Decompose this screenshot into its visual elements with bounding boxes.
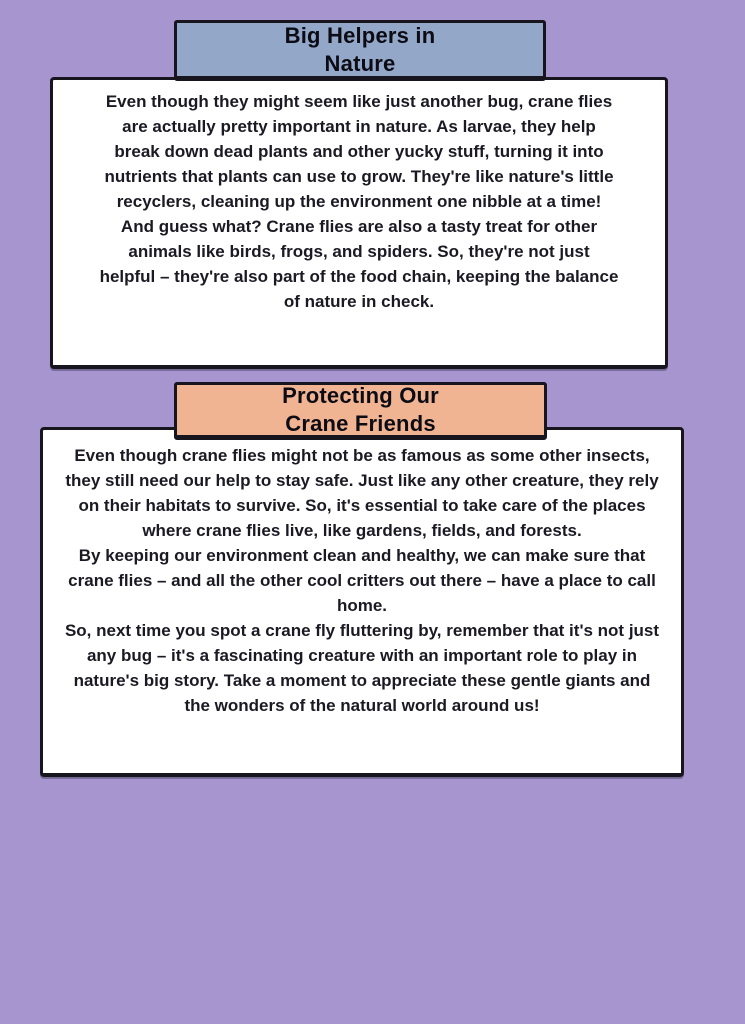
- card-body-text: [53, 80, 665, 314]
- paragraph: So, next time you spot a crane fly fluttering by, remember that it's not just any bug – it's a fascinating creature with an important role to play in nature's big story. Take a moment to appreciate these gentle giants and the wonders of the natural world around us!: [64, 621, 660, 715]
- paragraph: Even though crane flies might not be as famous as some other insects, they still need our help to stay safe. Just like any other creature, they rely on their habitats to survive. So, it's essential to take care of the places where crane flies live, like gardens, fields, and forests.: [65, 446, 659, 540]
- section-title: [285, 22, 436, 78]
- section-title-line: Nature: [324, 50, 396, 76]
- section-banner-big-helpers: [174, 20, 546, 81]
- section-title: [282, 382, 439, 438]
- section-banner-protecting: [174, 382, 547, 440]
- paragraph: And guess what? Crane flies are also a tasty treat for other animals like birds, frogs, and spiders. So, they're not just helpful – they're also part of the food chain, keeping the balance of nature in check.: [99, 217, 619, 311]
- card-body-text: [43, 430, 681, 718]
- section-title-line: Crane Friends: [285, 411, 436, 436]
- section-title-line: Big Helpers in: [284, 22, 436, 48]
- paragraph: By keeping our environment clean and healthy, we can make sure that crane flies – and all the other cool critters out there – have a place to call home.: [68, 546, 656, 615]
- paragraph: Even though they might seem like just another bug, crane flies are actually pretty important in nature. As larvae, they help break down dead plants and other yucky stuff, turning it into nutrients that plants can use to grow. They're like nature's little recyclers, cleaning up the environment one nibble at a time!: [104, 92, 614, 211]
- content-card-protecting: [40, 427, 684, 777]
- section-title-line: Protecting Our: [282, 383, 439, 408]
- content-card-big-helpers: [50, 77, 668, 369]
